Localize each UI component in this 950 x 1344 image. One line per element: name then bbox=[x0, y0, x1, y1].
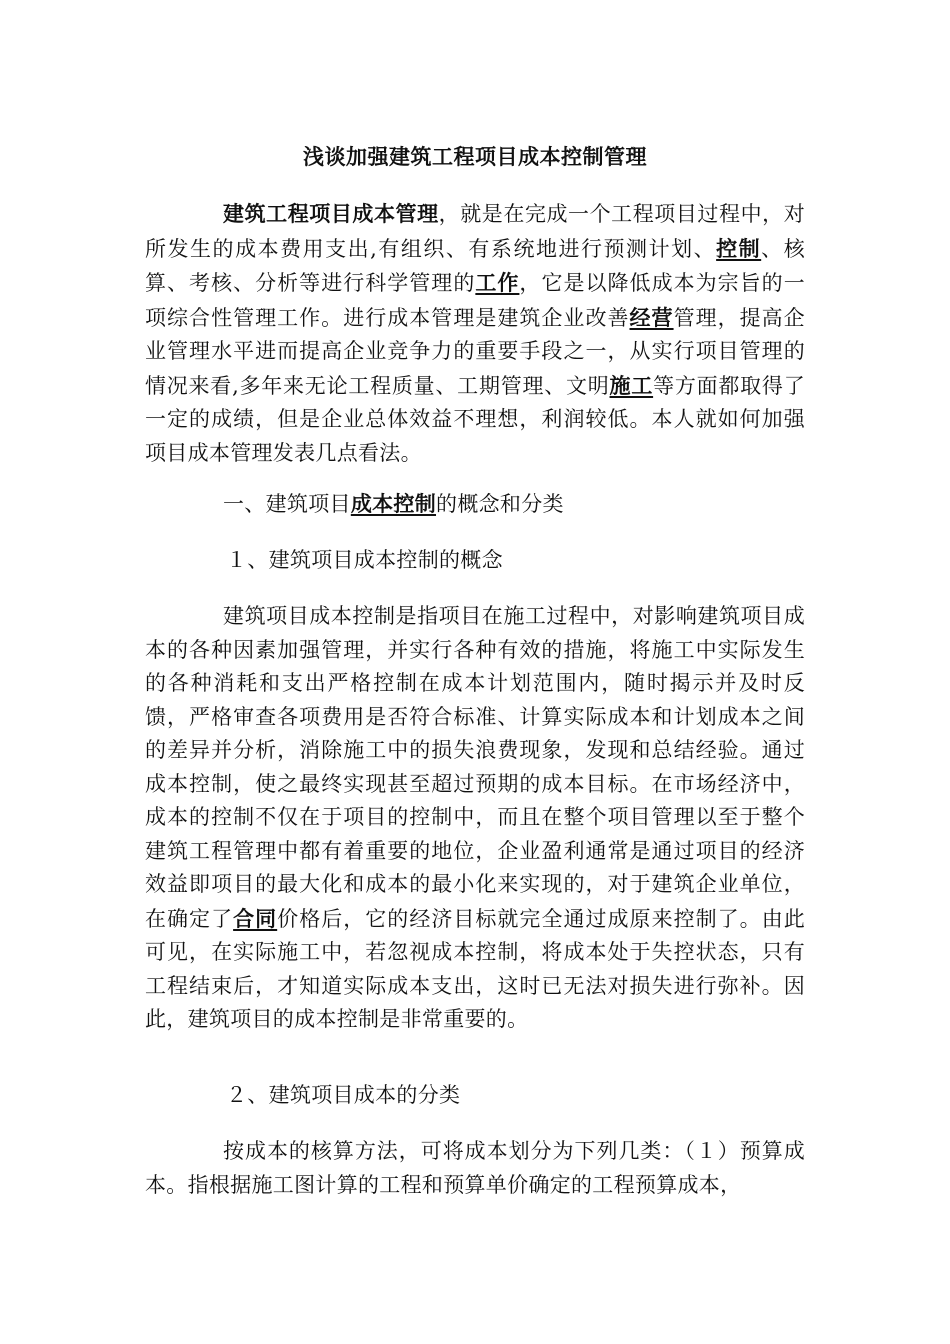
subsection-heading-1: １、建筑项目成本控制的概念 bbox=[226, 548, 503, 572]
text-run: 、核算、考核、分析等进行科学管理的 bbox=[145, 236, 805, 295]
heading-text: 一、建筑项目 bbox=[223, 492, 351, 516]
heading-text: 的概念和分类 bbox=[436, 492, 564, 516]
link-control[interactable]: 控制 bbox=[716, 235, 762, 261]
text-run: ，它是以降低成本为宗旨的一项综合性管理工作。进行成本管理是建筑企业改善 bbox=[145, 271, 806, 330]
link-cost-control[interactable]: 成本控制 bbox=[350, 491, 437, 516]
text-run: 建筑项目成本控制是指项目在施工过程中，对影响建筑项目成本的各种因素加强管理，并实行各种有效的措施，将施工中实际发生的各种消耗和支出严格控制在成本计划范围内，随时揭示并及时反馈，严格审查各项费用是否符合标准、计算实际成本和计划成本之间的差异并分析，消除施工中的损失浪费现象，发现和总结经验。通过成本控制，使之最终实现甚至超过预期的成本目标。在市场经济中，成本的控制不仅在于项目的控制中，而且在整个项目管理以至于整个建筑工程管理中都有着重要的地位，企业盈利通常是通过项目的经济效益即项目的最大化和成本的最小化来实现的，对于建筑企业单位，在确定了 bbox=[145, 604, 805, 931]
text-run: ，就是在完成一个工程项目过程中，对所发生的成本费用支出,有组织、有系统地进行预测计划、 bbox=[145, 202, 805, 261]
text-run: 管理，提高企业管理水平进而提高企业竞争力的重要手段之一，从实行项目管理的情况来看,多年来无论工程质量、工期管理、文明 bbox=[145, 305, 805, 398]
text-run: 等方面都取得了一定的成绩，但是企业总体效益不理想，利润较低。本人就如何加强项目成本管理发表几点看法。 bbox=[145, 373, 805, 465]
text-run: 价格后，它的经济目标就完全通过成原来控制了。由此可见，在实际施工中，若忽视成本控制，将成本处于失控状态，只有工程结束后，才知道实际成本支出，这时已无法对损失进行弥补。因此，建筑项目的成本控制是非常重要的。 bbox=[145, 906, 806, 1031]
intro-paragraph bbox=[145, 197, 805, 470]
section-heading-1 bbox=[223, 487, 803, 521]
document-title: 浅谈加强建筑工程项目成本控制管理 bbox=[303, 144, 647, 169]
concept-paragraph bbox=[145, 600, 805, 1037]
link-operation[interactable]: 经营 bbox=[629, 304, 674, 330]
bold-lead-term: 建筑工程项目成本管理 bbox=[223, 201, 439, 226]
link-contract[interactable]: 合同 bbox=[233, 905, 278, 931]
classification-paragraph: 按成本的核算方法，可将成本划分为下列几类：（１）预算成本。指根据施工图计算的工程和预算单价确定的工程预算成本， bbox=[145, 1139, 805, 1197]
link-construction[interactable]: 施工 bbox=[609, 372, 654, 398]
link-work[interactable]: 工作 bbox=[475, 270, 520, 295]
subsection-heading-2: ２、建筑项目成本的分类 bbox=[226, 1083, 461, 1107]
